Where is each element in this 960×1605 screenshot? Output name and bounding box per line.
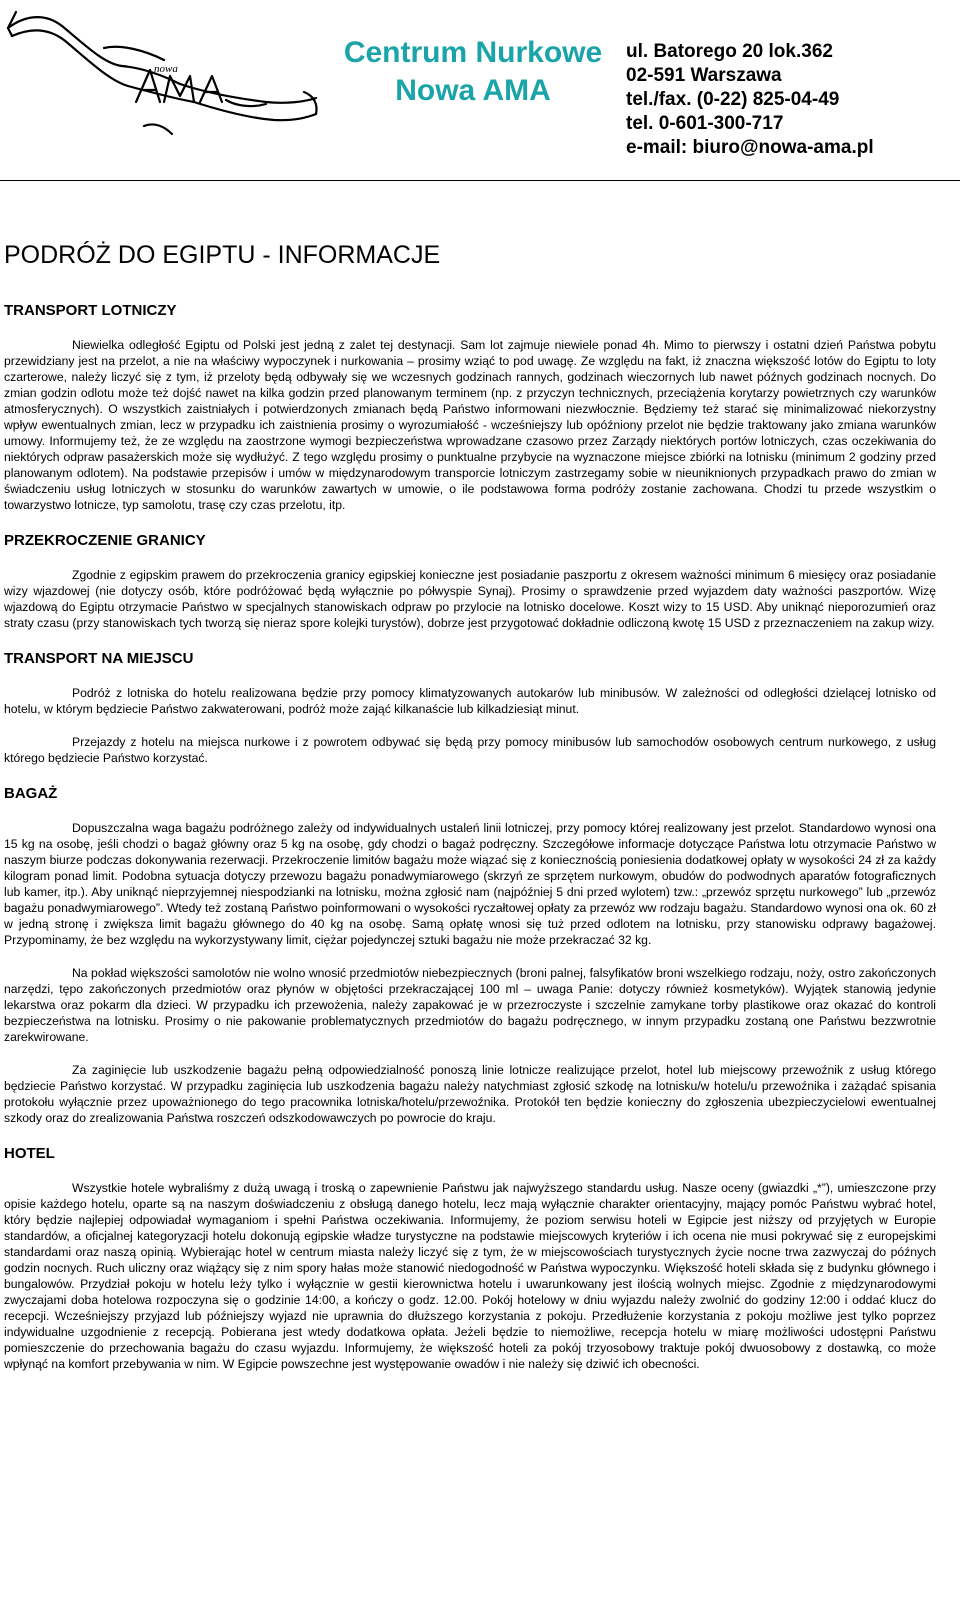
document-title: PODRÓŻ DO EGIPTU - INFORMACJE (4, 241, 441, 269)
paragraph-bagaz-3: Za zaginięcie lub uszkodzenie bagażu pełną odpowiedzialność ponoszą linie lotnicze realizujące przelot, hotel lub miejscowy przewoźnik z usług którego będziecie Państwo korzystać. W przypadku zaginięcia lub uszkodzenia bagażu należy natychmiast zgłosić szkodę na lotnisku/w hotelu/u przewoźnika i zażądać spisania protokołu wyłącznie przez upoważnionego do tego pracownika lotniska/hotelu/przewoźnika. Protokół ten będzie konieczny do zgłoszenia ubezpieczycielowi ewentualnej szkody oraz do zrealizowania Państwa roszczeń odszkodowawczych po powrocie do kraju. (4, 1063, 936, 1125)
paragraph-transport-na-miejscu-1: Podróż z lotniska do hotelu realizowana będzie przy pomocy klimatyzowanych autokarów lub minibusów. W zależności od odległości dzielącej lotnisko od hotelu, w którym będziecie Państwo zakwaterowani, podróż może zająć kilkanaście lub kilkadziesiąt minut. (4, 686, 936, 716)
contact-email: e-mail: biuro@nowa-ama.pl (626, 137, 874, 158)
paragraph-transport-lotniczy: Niewielka odległość Egiptu od Polski jest jedną z zalet tej destynacji. Sam lot zajmuje niewiele ponad 4h. Mimo to pierwszy i ostatni dzień Państwa pobytu przewidziany jest na przelot, a nie na właściwy wypoczynek i nurkowania – prosimy wziąć to pod uwagę. Ze względu na fakt, iż znaczna większość lotów do Egiptu to loty czarterowe, należy liczyć się z tym, iż przeloty będą odbywały się we wczesnych godzinach rannych, godzinach wieczornych lub nawet późnych godzinach nocnych. Do zmian godzin odlotu może też dojść nawet na kilka godzin przed planowanym terminem (np. z przyczyn technicznych, przeciążenia korytarzy powietrznych czy warunków atmosferycznych). O wszystkich zaistniałych i potwierdzonych zmianach będą Państwo informowani niezwłocznie. Będziemy też starać się minimalizować niekorzystny wpływ ewentualnych zmian, lecz w przypadku ich zaistnienia prosimy o wyrozumiałość - wcześniejszy lub opóźniony przelot nie będzie traktowany jako zmiana warunków umowy. Informujemy też, że ze względu na zaostrzone wymogi bezpieczeństwa wprowadzane czasowo przez Zarządy niektórych portów lotniczych, czas oczekiwania do niektórych odpraw pasażerskich może się wydłużyć. Z tego względu prosimy o punktualne przybycie na wyznaczone miejsce zbiórki na lotnisku (minimum 2 godziny przed planowanym odlotem). Na podstawie przepisów i umów w międzynarodowym transporcie lotniczym zastrzegamy sobie w nieuniknionych przypadkach prawo do zmian w świadczeniu usług lotniczych w stosunku do warunków zawartych w umowie, o ile podstawowa forma podróży zostanie zachowana. Chodzi tu przede wszystkim o towarzystwo lotnicze, typ samolotu, trasę czy czas przelotu, itp. (4, 338, 936, 512)
heading-transport-lotniczy: TRANSPORT LOTNICZY (4, 302, 177, 319)
contact-city: 02-591 Warszawa (626, 65, 782, 86)
company-name (328, 34, 618, 110)
header-divider (0, 180, 960, 181)
diver-logo-icon (4, 6, 322, 156)
heading-transport-na-miejscu: TRANSPORT NA MIEJSCU (4, 650, 194, 667)
heading-bagaz: BAGAŻ (4, 785, 58, 802)
document-body (4, 302, 936, 1372)
contact-phone-fax: tel./fax. (0-22) 825-04-49 (626, 89, 840, 110)
company-name-line2: Nowa AMA (395, 74, 551, 107)
heading-hotel: HOTEL (4, 1145, 55, 1162)
logo-nowa-text: nowa (154, 63, 178, 75)
paragraph-przekroczenie-granicy: Zgodnie z egipskim prawem do przekroczenia granicy egipskiej konieczne jest posiadanie paszportu z okresem ważności minimum 6 miesięcy oraz posiadanie wizy wjazdowej (nie dotyczy osób, które podróżować będą wyłącznie po półwyspie Synaj). Prosimy o sprawdzenie przed wyjazdem daty ważności paszportów. Wizę wjazdową do Egiptu otrzymacie Państwo w specjalnych stanowiskach odpraw po przylocie na lotnisko docelowe. Koszt wizy to 15 USD. Aby uniknąć nieporozumień oraz straty czasu (przy stanowiskach tych tworzą się nieraz spore kolejki turystów), dobrze jest przygotować dokładnie odliczoną kwotę 15 USD z przeznaczeniem na zakup wizy. (4, 568, 936, 630)
company-logo (4, 6, 322, 156)
company-name-line1: Centrum Nurkowe (343, 36, 603, 69)
contact-block (626, 40, 956, 160)
heading-przekroczenie-granicy: PRZEKROCZENIE GRANICY (4, 532, 206, 549)
contact-mobile: tel. 0-601-300-717 (626, 113, 784, 134)
paragraph-transport-na-miejscu-2: Przejazdy z hotelu na miejsca nurkowe i z powrotem odbywać się będą przy pomocy minibusów lub samochodów osobowych centrum nurkowego, z usług którego będziecie Państwo korzystać. (4, 735, 936, 765)
paragraph-hotel: Wszystkie hotele wybraliśmy z dużą uwagą i troską o zapewnienie Państwu jak najwyższego standardu usług. Nasze oceny (gwiazdki „*”), umieszczone przy opisie każdego hotelu, oparte są na naszym doświadczeniu z obsługą danego hotelu, lecz mają wyłącznie charakter orientacyjny, mający pomóc Państwu wybrać hotel, który będzie najlepiej odpowiadał wymaganiom i spełni Państwa oczekiwania. Informujemy, że poziom serwisu hoteli w Egipcie jest niższy od przyjętych w Europie standardów, a oficjalnej kategoryzacji hotelu dokonują egipskie władze turystyczne na podstawie miejscowych kryteriów i ich ocena nie musi pokrywać się z europejskimi standardami oraz naszą opinią. Wybierając hotel w centrum miasta należy liczyć się z tym, że w miejscowościach turystycznych życie nocne trwa zazwyczaj do późnych godzin nocnych. Ruch uliczny oraz wiążący się z nim spory hałas może stanowić niedogodność w Państwa wypoczynku. Większość hoteli składa się z budynku głównego i bungalowów. Przydział pokoju w hotelu leży tylko i wyłącznie w gestii kierownictwa hotelu i uwarunkowany jest ilością wolnych miejsc. Zgodnie z międzynarodowymi zwyczajami doba hotelowa rozpoczyna się o godzinie 14:00, a kończy o godz. 12.00. Pokój hotelowy w dniu wyjazdu należy zwolnić do godziny 12:00 i oddać klucz do recepcji. Wcześniejszy przyjazd lub późniejszy wyjazd nie uprawnia do dłuższego korzystania z pokoju. Przedłużenie korzystania z pokoju możliwe jest tylko poprzez indywidualne uzgodnienie z recepcją. Pobierana jest wtedy dodatkowa opłata. Jeżeli będzie to niemożliwe, recepcja hotelu w miarę możliwości udostępni Państwu pomieszczenie do przechowania bagażu do czasu wyjazdu. Informujemy, że większość hoteli za pokój trzyosobowy traktuje pokój dwuosobowy z dostawką, co może wpłynąć na komfort przebywania w nim. W Egipcie powszechne jest występowanie owadów i nie należy się dziwić ich obecności. (4, 1181, 936, 1371)
paragraph-bagaz-1: Dopuszczalna waga bagażu podróżnego zależy od indywidualnych ustaleń linii lotniczej, przy pomocy której realizowany jest przelot. Standardowo wynosi ona 15 kg na osobę, jeśli chodzi o bagaż główny oraz 5 kg na osobę, gdy chodzi o bagaż podręczny. Szczegółowe informacje dotyczące Państwa lotu otrzymacie Państwo w naszym biurze podczas dokonywania rezerwacji. Przekroczenie limitów bagażu może wiązać się z koniecznością poniesienia dodatkowej opłaty w wysokości 24 zł za każdy kilogram ponad limit. Podobna sytuacja dotyczy przewozu bagażu ponadwymiarowego (skrzyń ze sprzętem nurkowym, obudów do podwodnych aparatów fotograficznych lub kamer, itp.). Aby uniknąć nieprzyjemnej niespodzianki na lotnisku, można zgłosić nam (najpóźniej 5 dni przed wylotem) tzw.: „przewóz sprzętu nurkowego” lub „przewóz bagażu ponadwymiarowego”. Wtedy też zostaną Państwo poinformowani o wysokości ryczałtowej opłaty za przewóz ww rodzaju bagażu. Standardowo wynosi ona ok. 60 zł w jedną stronę i zwiększa limit bagażu głównego do 40 kg na osobę. Samą opłatę wnosi się tuż przed odlotem na lotnisku, przy stanowisku odprawy bagażowej. Przypominamy, że bez względu na wykorzystywany limit, ciężar pojedynczej sztuki bagażu nie może przekraczać 32 kg. (4, 821, 936, 947)
contact-address: ul. Batorego 20 lok.362 (626, 41, 833, 62)
paragraph-bagaz-2: Na pokład większości samolotów nie wolno wnosić przedmiotów niebezpiecznych (broni palnej, falsyfikatów broni wszelkiego rodzaju, noży, ostro zakończonych narzędzi, tępo zakończonych przedmiotów oraz płynów w objętości przekraczającej 100 ml – uwaga Panie: dotyczy również kosmetyków). Wyjątek stanowią jedynie lekarstwa oraz pokarm dla dzieci. W przypadku ich przewożenia, należy zapakować je w przezroczyste i szczelnie zamykane torby plastikowe oraz okazać do kontroli bezpieczeństwa na lotnisku. Prosimy o nie pakowanie problematycznych przedmiotów do bagażu podręcznego, w innym przypadku zostaną one Państwu bezzwrotnie zarekwirowane. (4, 966, 936, 1044)
